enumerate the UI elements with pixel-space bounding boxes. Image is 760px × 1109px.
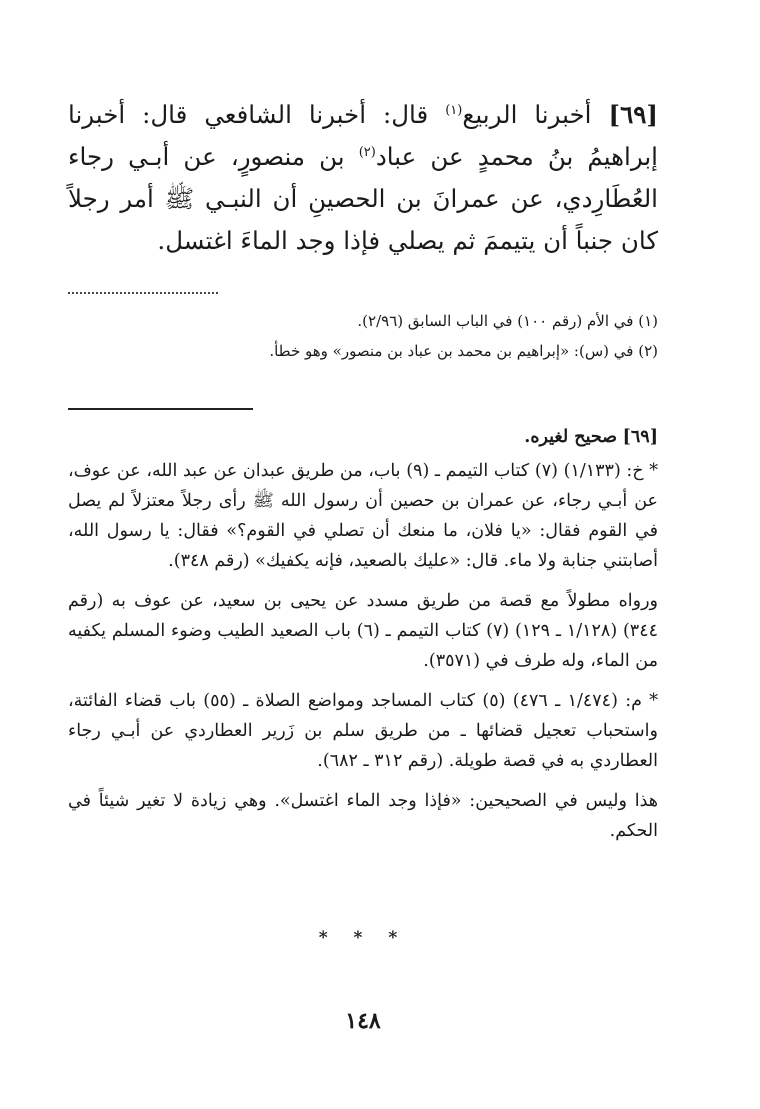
commentary-paragraph-bukhari-long: ورواه مطولاً مع قصة من طريق مسدد عن يحيى بن سعيد، عن عوف به (رقم ٣٤٤) (١/١٢٨ ـ ١٢٩) (٧) كتاب التيمم ـ (٦) باب الصعيد الطيب وضوء المسلم يكفيه من الماء، وله طرف في (٣٥٧١). [68, 591, 658, 671]
page-number: ١٤٨ [345, 1008, 381, 1034]
commentary-paragraph-muslim: * م: (١/٤٧٤ ـ ٤٧٦) (٥) كتاب المساجد ومواضع الصلاة ـ (٥٥) باب قضاء الفائتة، واستحباب تعجيل قضائها ـ من طريق سلم بن زَرير العطاردي عن أبـي رجاء العطاردي به في قصة طويلة. (رقم ٣١٢ ـ ٦٨٢). [68, 691, 659, 771]
footnote-separator [68, 292, 218, 294]
hadith-paragraph [68, 94, 658, 262]
footnotes [68, 306, 658, 366]
section-end-stars: * * * [318, 928, 408, 948]
section-divider [68, 408, 253, 410]
hadith-number: [٦٩] [608, 100, 658, 129]
hadith-text-part1: أخبرنا الربيع [462, 100, 592, 129]
verdict-text: صحيح لغيره. [524, 427, 618, 447]
footnote-marker-1: (١) [445, 102, 463, 118]
footnote-marker-2: (٢) [358, 144, 376, 160]
book-page [68, 0, 658, 1109]
hadith-text-part2: قال: أخبرنا الشافعي قال: أخبرنا إبراهيمُ بنُ محمدٍ عن عباد [68, 100, 658, 171]
hadith-text-part3: بن منصورٍ، عن أبـي رجاء العُطَارِدي، عن عمرانَ بن الحصينِ أن النبـي ﷺ أمر رجلاً كان جنباً أن يتيممَ ثم يصلي فإذا وجد الماءَ اغتسل. [68, 142, 658, 255]
footnote-2: (٢) في (س): «إبراهيم بن محمد بن عباد بن منصور» وهو خطأ. [269, 342, 658, 360]
commentary-paragraph-note: هذا وليس في الصحيحين: «فإذا وجد الماء اغتسل». وهي زيادة لا تغير شيئاً في الحكم. [68, 791, 659, 841]
commentary-section [68, 422, 658, 856]
verdict-line [68, 422, 658, 452]
verdict-number: [٦٩] [622, 427, 658, 447]
footnote-1: (١) في الأم (رقم ١٠٠) في الباب السابق (٢/٩٦). [357, 312, 658, 330]
commentary-paragraph-bukhari: * خ: (١/١٣٣) (٧) كتاب التيمم ـ (٩) باب، من طريق عبدان عن عبد الله، عن عوف، عن أبـي رجاء، عن عمران بن حصين أن رسول الله ﷺ رأى رجلاً معتزلاً لم يصل في القوم فقال: «يا فلان، ما منعك أن تصلي في القوم؟» فقال: يا رسول الله، أصابتني جنابة ولا ماء. قال: «عليك بالصعيد، فإنه يكفيك» (رقم ٣٤٨). [68, 461, 658, 571]
hadith-text [68, 94, 658, 262]
